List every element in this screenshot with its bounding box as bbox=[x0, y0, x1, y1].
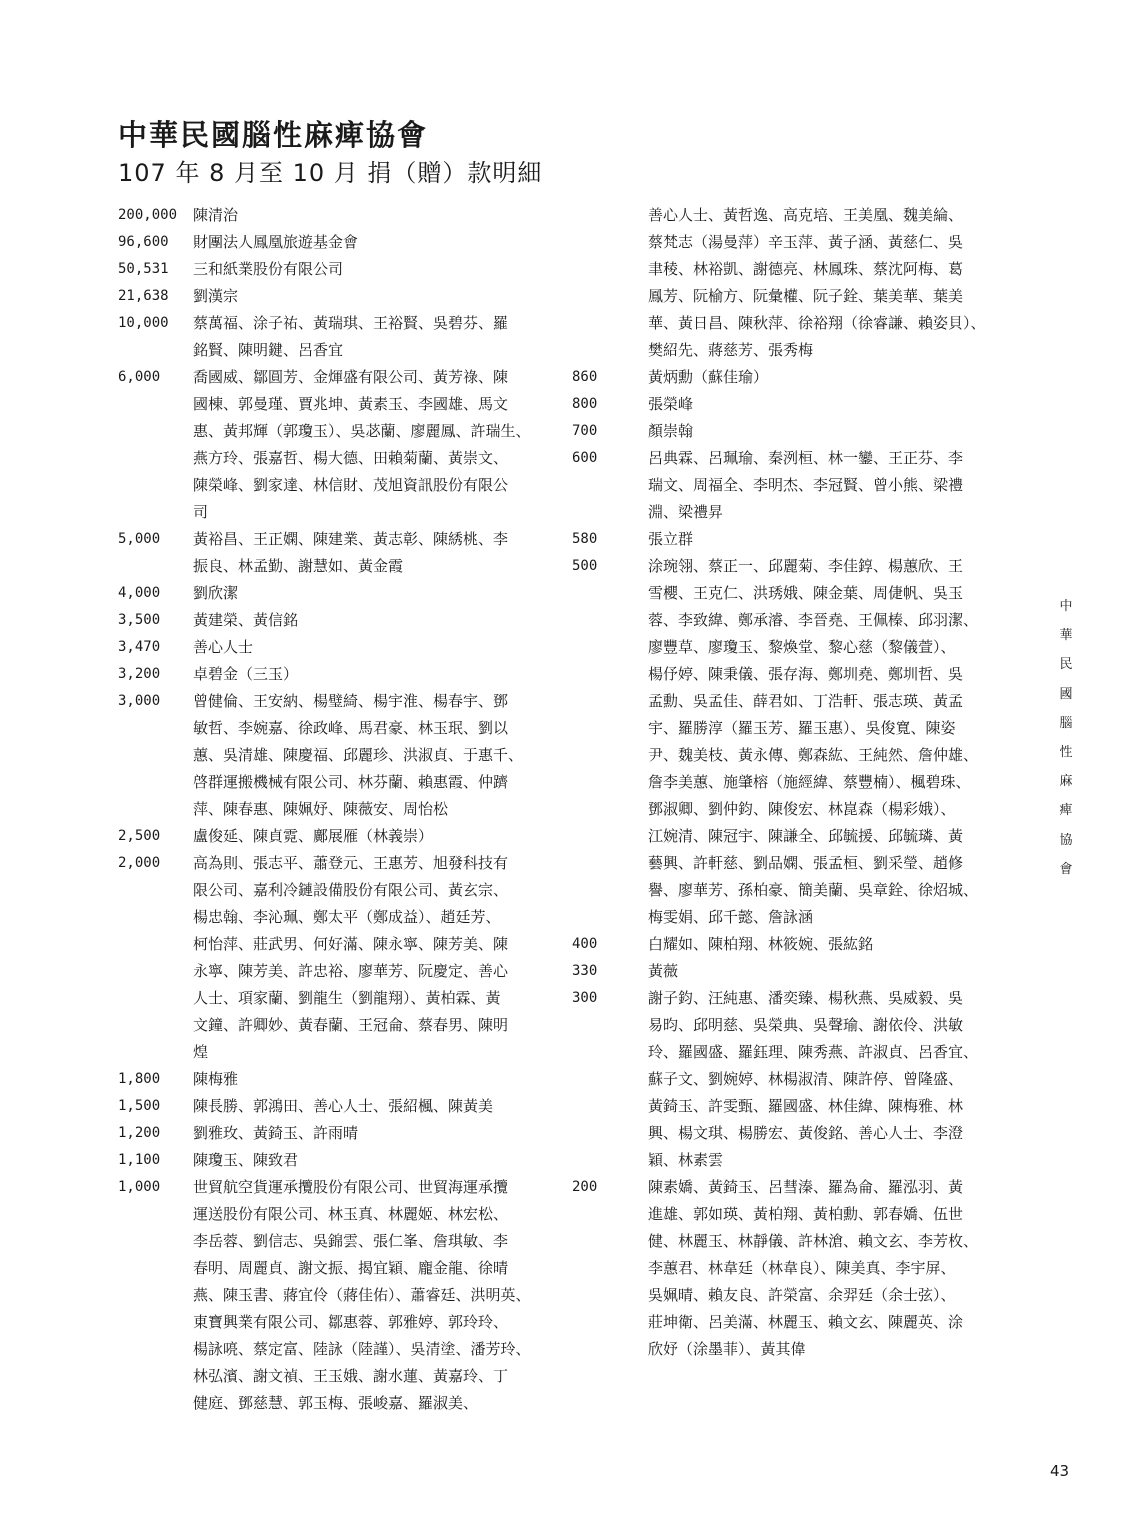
donor-names-line: 謝子鈞、汪純惠、潘奕臻、楊秋燕、吳威毅、吳 bbox=[648, 989, 964, 1007]
donor-names-line: 劉雅玫、黃錡玉、許雨晴 bbox=[193, 1124, 359, 1142]
donor-names-line: 三和紙業股份有限公司 bbox=[193, 260, 344, 278]
donor-names-line: 曾健倫、王安納、楊璧綺、楊宇淮、楊春宇、鄧 bbox=[193, 692, 509, 710]
donor-names-line: 文鐘、許卿妙、黃春蘭、王冠侖、蔡春男、陳明 bbox=[193, 1016, 509, 1034]
donor-names-line: 藝興、許軒慈、劉品嫻、張孟桓、劉采瑩、趙修 bbox=[648, 854, 964, 872]
donor-names-line: 穎、林素雲 bbox=[648, 1151, 724, 1169]
donor-names-line: 樊紹先、蔣慈芳、張秀梅 bbox=[648, 341, 814, 359]
side-org-char: 會 bbox=[1059, 861, 1073, 877]
donor-names-line: 黃建榮、黃信銘 bbox=[193, 611, 299, 629]
donor-names-line: 高為則、張志平、蕭登元、王惠芳、旭發科技有 bbox=[193, 854, 509, 872]
donor-names bbox=[193, 229, 558, 256]
donation-amount: 1,200 bbox=[118, 1125, 161, 1141]
donor-names-line: 吳姵晴、賴友良、許榮富、余羿廷（余士弦）、 bbox=[648, 1286, 956, 1304]
donor-names-line: 尹、魏美枝、黃永傳、鄭森紘、王純然、詹仲雄、 bbox=[648, 746, 979, 764]
donation-amount: 96,600 bbox=[118, 234, 169, 250]
donor-names-line: 張立群 bbox=[648, 530, 694, 548]
donation-entry bbox=[118, 580, 563, 607]
donor-names-line: 健庭、鄧慈慧、郭玉梅、張峻嘉、羅淑美、 bbox=[193, 1394, 479, 1412]
donation-entry bbox=[118, 283, 563, 310]
donor-names-line: 劉欣潔 bbox=[193, 584, 239, 602]
donation-amount: 200,000 bbox=[118, 207, 178, 223]
donor-names-line: 黃錡玉、許雯甄、羅國盛、林佳緯、陳梅雅、林 bbox=[648, 1097, 964, 1115]
donation-amount: 3,200 bbox=[118, 666, 161, 682]
donor-names bbox=[193, 1147, 558, 1174]
donor-names-line: 蘇子文、劉婉婷、林楊淑清、陳許停、曾隆盛、 bbox=[648, 1070, 964, 1088]
donor-names bbox=[193, 1120, 558, 1147]
donor-names-line: 運送股份有限公司、林玉真、林麗姬、林宏松、 bbox=[193, 1205, 509, 1223]
donor-names-line: 劉漢宗 bbox=[193, 287, 239, 305]
donor-names bbox=[193, 580, 558, 607]
donor-names-line: 楊詠喨、蔡定富、陸詠（陸謹）、吳清塗、潘芳玲、 bbox=[193, 1340, 531, 1358]
donor-names-line: 黃炳勳（蘇佳瑜） bbox=[648, 368, 769, 386]
side-org-char: 痺 bbox=[1059, 803, 1073, 819]
donation-amount: 3,000 bbox=[118, 693, 161, 709]
donor-names-line: 燕、陳玉書、蔣宜伶（蔣佳佑）、蕭睿廷、洪明英、 bbox=[193, 1286, 531, 1304]
donor-names bbox=[193, 634, 558, 661]
donor-names-line: 黃裕昌、王正嫻、陳建業、黃志彰、陳綉桃、李 bbox=[193, 530, 509, 548]
donor-names-line: 鳳芳、阮榆方、阮彙權、阮子銓、葉美華、葉美 bbox=[648, 287, 964, 305]
donor-names-line: 宇、羅勝淳（羅玉芳、羅玉惠）、吳俊寬、陳姿 bbox=[648, 719, 956, 737]
donation-amount: 580 bbox=[572, 531, 598, 547]
donor-names-line: 陳梅雅 bbox=[193, 1070, 239, 1088]
donation-amount: 1,100 bbox=[118, 1152, 161, 1168]
donor-names bbox=[193, 607, 558, 634]
side-org-char: 麻 bbox=[1059, 774, 1073, 790]
side-org-char: 國 bbox=[1059, 686, 1073, 702]
donation-amount: 3,500 bbox=[118, 612, 161, 628]
donation-entry bbox=[572, 931, 1012, 958]
donation-entry bbox=[118, 1147, 563, 1174]
donor-names-line: 銘賢、陳明鍵、呂香宜 bbox=[193, 341, 344, 359]
donor-names-line: 國棟、郭曼瑾、賈兆坤、黃素玉、李國雄、馬文 bbox=[193, 395, 509, 413]
donor-names bbox=[193, 1093, 558, 1120]
donor-names-line: 進雄、郭如瑛、黃柏翔、黃柏勳、郭春嬌、伍世 bbox=[648, 1205, 964, 1223]
donation-amount: 6,000 bbox=[118, 369, 161, 385]
donation-entry bbox=[118, 1120, 563, 1147]
donor-names-line: 興、楊文琪、楊勝宏、黃俊銘、善心人士、李澄 bbox=[648, 1124, 964, 1142]
donation-entry bbox=[118, 688, 563, 823]
donor-names-line: 陳素嬌、黃錡玉、呂彗溱、羅為侖、羅泓羽、黃 bbox=[648, 1178, 964, 1196]
donation-entry bbox=[572, 553, 1012, 931]
donation-entry bbox=[118, 823, 563, 850]
donor-names-line: 永寧、陳芳美、許忠裕、廖華芳、阮慶定、善心 bbox=[193, 962, 509, 980]
donor-names bbox=[648, 391, 1012, 418]
donor-names bbox=[193, 661, 558, 688]
donor-names bbox=[193, 1066, 558, 1093]
donor-names bbox=[648, 958, 1012, 985]
donor-names-line: 蕙、吳清雄、陳慶福、邱麗珍、洪淑貞、于惠千、 bbox=[193, 746, 524, 764]
donor-names-line: 涂琬翎、蔡正一、邱麗菊、李佳錞、楊蕙欣、王 bbox=[648, 557, 964, 575]
donation-entry bbox=[118, 310, 563, 364]
donor-names-line: 財團法人鳳凰旅遊基金會 bbox=[193, 233, 359, 251]
donor-names-line: 黃薇 bbox=[648, 962, 679, 980]
donor-names bbox=[193, 688, 558, 823]
donor-names-line: 司 bbox=[193, 503, 209, 521]
donor-names bbox=[193, 283, 558, 310]
donation-entry bbox=[118, 607, 563, 634]
donor-names-line: 鄧淑卿、劉仲鈞、陳俊宏、林崑森（楊彩娥）、 bbox=[648, 800, 956, 818]
donation-amount: 300 bbox=[572, 990, 598, 1006]
donation-amount: 330 bbox=[572, 963, 598, 979]
donation-entry bbox=[572, 526, 1012, 553]
donation-list-right bbox=[572, 202, 1012, 1363]
donor-names-line: 善心人士 bbox=[193, 638, 254, 656]
donor-names bbox=[648, 445, 1012, 526]
donation-amount: 2,000 bbox=[118, 855, 161, 871]
donation-amount: 21,638 bbox=[118, 288, 169, 304]
donation-amount: 800 bbox=[572, 396, 598, 412]
donor-names-line: 東寶興業有限公司、鄒惠蓉、郭雅婷、郭玲玲、 bbox=[193, 1313, 509, 1331]
donor-names-line: 健、林麗玉、林靜儀、許林滄、賴文玄、李芳枚、 bbox=[648, 1232, 979, 1250]
donation-amount: 1,800 bbox=[118, 1071, 161, 1087]
donor-names-line: 梅雯娟、邱千懿、詹詠涵 bbox=[648, 908, 814, 926]
donation-entry bbox=[118, 1093, 563, 1120]
donation-entry bbox=[572, 391, 1012, 418]
donor-names bbox=[193, 364, 558, 526]
donor-names-line: 萍、陳春惠、陳姵妤、陳薇安、周怡松 bbox=[193, 800, 449, 818]
donor-names-line: 陳瓊玉、陳致君 bbox=[193, 1151, 299, 1169]
donation-entry bbox=[118, 229, 563, 256]
side-org-char: 性 bbox=[1059, 745, 1073, 761]
donor-names bbox=[648, 1174, 1012, 1363]
donor-names-line: 李岳蓉、劉信志、吳錦雲、張仁峯、詹琪敏、李 bbox=[193, 1232, 509, 1250]
donor-names bbox=[648, 202, 1012, 364]
donation-amount: 50,531 bbox=[118, 261, 169, 277]
donation-amount: 500 bbox=[572, 558, 598, 574]
donor-names bbox=[193, 310, 558, 364]
donor-names-line: 易昀、邱明慈、吳榮典、吳聲瑜、謝依伶、洪敏 bbox=[648, 1016, 964, 1034]
donation-amount: 860 bbox=[572, 369, 598, 385]
donor-names-line: 振良、林孟勤、謝慧如、黃金霞 bbox=[193, 557, 404, 575]
side-org-char: 中 bbox=[1059, 599, 1073, 614]
donor-names-line: 喬國威、鄒圓芳、金煇盛有限公司、黃芳祿、陳 bbox=[193, 368, 509, 386]
donation-entry bbox=[572, 958, 1012, 985]
donor-names-line: 惠、黃邦輝（郭瓊玉）、吳苾蘭、廖麗鳳、許瑞生、 bbox=[193, 422, 531, 440]
donor-names-line: 煌 bbox=[193, 1043, 209, 1061]
donation-amount: 200 bbox=[572, 1179, 598, 1195]
donor-names-line: 雪櫻、王克仁、洪琇娥、陳金葉、周倢帆、吳玉 bbox=[648, 584, 964, 602]
side-org-char: 協 bbox=[1059, 832, 1073, 848]
donor-names bbox=[193, 850, 558, 1066]
donation-entry bbox=[572, 445, 1012, 526]
donation-amount: 10,000 bbox=[118, 315, 169, 331]
donor-names-line: 顏崇翰 bbox=[648, 422, 694, 440]
donor-names-line: 卓碧金（三玉） bbox=[193, 665, 299, 683]
page-number: 43 bbox=[1050, 1462, 1070, 1480]
donor-names-line: 蔡梵志（湯曼萍）辛玉萍、黃子涵、黃慈仁、吳 bbox=[648, 233, 964, 251]
donor-names-line: 欣妤（涂墨菲）、黃其偉 bbox=[648, 1340, 806, 1358]
donor-names-line: 陳清治 bbox=[193, 206, 239, 224]
donation-amount: 600 bbox=[572, 450, 598, 466]
donor-names-line: 江婉清、陳冠宇、陳謙全、邱毓援、邱毓璘、黃 bbox=[648, 827, 964, 845]
donation-entry bbox=[118, 661, 563, 688]
side-org-label bbox=[1056, 592, 1076, 884]
donation-entry bbox=[572, 418, 1012, 445]
donor-names-line: 限公司、嘉利冷鏈設備股份有限公司、黃玄宗、 bbox=[193, 881, 509, 899]
donor-names bbox=[648, 364, 1012, 391]
donation-entry bbox=[118, 1174, 563, 1417]
donation-entry bbox=[118, 526, 563, 580]
donor-names-line: 善心人士、黃哲逸、高克培、王美凰、魏美綸、 bbox=[648, 206, 964, 224]
side-org-char: 腦 bbox=[1059, 715, 1073, 731]
donation-amount: 4,000 bbox=[118, 585, 161, 601]
donor-names-line: 人士、項家蘭、劉龍生（劉龍翔）、黃柏霖、黃 bbox=[193, 989, 501, 1007]
donor-names-line: 盧俊延、陳貞霓、鄺展雁（林義崇） bbox=[193, 827, 434, 845]
donor-names-line: 柯怡萍、莊武男、何好滿、陳永寧、陳芳美、陳 bbox=[193, 935, 509, 953]
donor-names-line: 張榮峰 bbox=[648, 395, 694, 413]
donor-names bbox=[648, 553, 1012, 931]
donation-entry bbox=[572, 202, 1012, 364]
donor-names bbox=[193, 1174, 558, 1417]
donor-names-line: 楊伃婷、陳秉儀、張存海、鄭圳堯、鄭圳哲、吳 bbox=[648, 665, 964, 683]
donor-names-line: 陳長勝、郭鴻田、善心人士、張紹楓、陳黃美 bbox=[193, 1097, 494, 1115]
donor-names-line: 呂典霖、呂珮瑜、秦洌桓、林一鑾、王正芬、李 bbox=[648, 449, 964, 467]
donor-names-line: 淵、梁禮昇 bbox=[648, 503, 724, 521]
page-title: 中華民國腦性麻痺協會 bbox=[118, 118, 429, 152]
donation-entry bbox=[118, 850, 563, 1066]
donor-names-line: 世貿航空貨運承攬股份有限公司、世貿海運承攬 bbox=[193, 1178, 509, 1196]
donation-amount: 400 bbox=[572, 936, 598, 952]
donor-names-line: 廖豐草、廖瓊玉、黎煥堂、黎心慈（黎儀萱）、 bbox=[648, 638, 956, 656]
donor-names bbox=[648, 931, 1012, 958]
page-subtitle: 107 年 8 月至 10 月 捐（贈）款明細 bbox=[118, 159, 543, 187]
donation-entry bbox=[572, 1174, 1012, 1363]
donor-names bbox=[193, 526, 558, 580]
donation-entry bbox=[572, 364, 1012, 391]
donor-names-line: 蔡萬福、涂子祐、黃瑞琪、王裕賢、吳碧芬、羅 bbox=[193, 314, 509, 332]
donor-names bbox=[193, 202, 558, 229]
donor-names bbox=[193, 256, 558, 283]
donation-amount: 1,500 bbox=[118, 1098, 161, 1114]
donation-amount: 5,000 bbox=[118, 531, 161, 547]
donation-amount: 3,470 bbox=[118, 639, 161, 655]
donor-names-line: 春明、周麗貞、謝文振、揭宜穎、龐金龍、徐晴 bbox=[193, 1259, 509, 1277]
donor-names-line: 蓉、李致緯、鄭承濬、李晉堯、王佩榛、邱羽潔、 bbox=[648, 611, 979, 629]
donor-names-line: 譽、廖華芳、孫柏豪、簡美蘭、吳章銓、徐炤城、 bbox=[648, 881, 979, 899]
donor-names-line: 聿稜、林裕凱、謝德亮、林鳳珠、蔡沈阿梅、葛 bbox=[648, 260, 964, 278]
donation-list-left bbox=[118, 202, 563, 1417]
donation-amount: 700 bbox=[572, 423, 598, 439]
donor-names-line: 敏哲、李婉嘉、徐政峰、馬君豪、林玉珉、劉以 bbox=[193, 719, 509, 737]
donor-names bbox=[648, 985, 1012, 1174]
donor-names-line: 玲、羅國盛、羅鈺理、陳秀燕、許淑貞、呂香宜、 bbox=[648, 1043, 979, 1061]
donor-names-line: 啓群運搬機械有限公司、林芬蘭、賴惠霞、仲躋 bbox=[193, 773, 509, 791]
donor-names bbox=[648, 418, 1012, 445]
donation-entry bbox=[572, 985, 1012, 1174]
donor-names-line: 李蕙君、林韋廷（林韋良）、陳美真、李宇屏、 bbox=[648, 1259, 956, 1277]
donor-names-line: 莊坤衛、呂美滿、林麗玉、賴文玄、陳麗英、涂 bbox=[648, 1313, 964, 1331]
donation-entry bbox=[118, 256, 563, 283]
donation-entry bbox=[118, 364, 563, 526]
side-org-char: 華 bbox=[1059, 628, 1073, 644]
donor-names-line: 楊忠翰、李沁珮、鄭太平（鄭成益）、趙廷芳、 bbox=[193, 908, 501, 926]
donor-names-line: 孟勳、吳孟佳、薛君如、丁浩軒、張志瑛、黃孟 bbox=[648, 692, 964, 710]
donor-names bbox=[193, 823, 558, 850]
donor-names-line: 陳榮峰、劉家達、林信財、茂旭資訊股份有限公 bbox=[193, 476, 509, 494]
donation-amount: 2,500 bbox=[118, 828, 161, 844]
donor-names-line: 華、黃日昌、陳秋萍、徐裕翔（徐睿謙、賴姿貝）、 bbox=[648, 314, 986, 332]
donation-entry bbox=[118, 202, 563, 229]
donor-names-line: 燕方玲、張嘉哲、楊大德、田賴菊蘭、黃崇文、 bbox=[193, 449, 509, 467]
donation-entry bbox=[118, 634, 563, 661]
donor-names-line: 白耀如、陳柏翔、林筱婉、張紘銘 bbox=[648, 935, 874, 953]
donor-names-line: 詹李美蕙、施肇榕（施經緯、蔡豐楠）、楓碧珠、 bbox=[648, 773, 971, 791]
side-org-char: 民 bbox=[1059, 657, 1073, 673]
donation-entry bbox=[118, 1066, 563, 1093]
donor-names bbox=[648, 526, 1012, 553]
donation-amount: 1,000 bbox=[118, 1179, 161, 1195]
donor-names-line: 瑞文、周福全、李明杰、李冠賢、曾小熊、梁禮 bbox=[648, 476, 964, 494]
donor-names-line: 林弘濱、謝文禎、王玉娥、謝水蓮、黃嘉玲、丁 bbox=[193, 1367, 509, 1385]
